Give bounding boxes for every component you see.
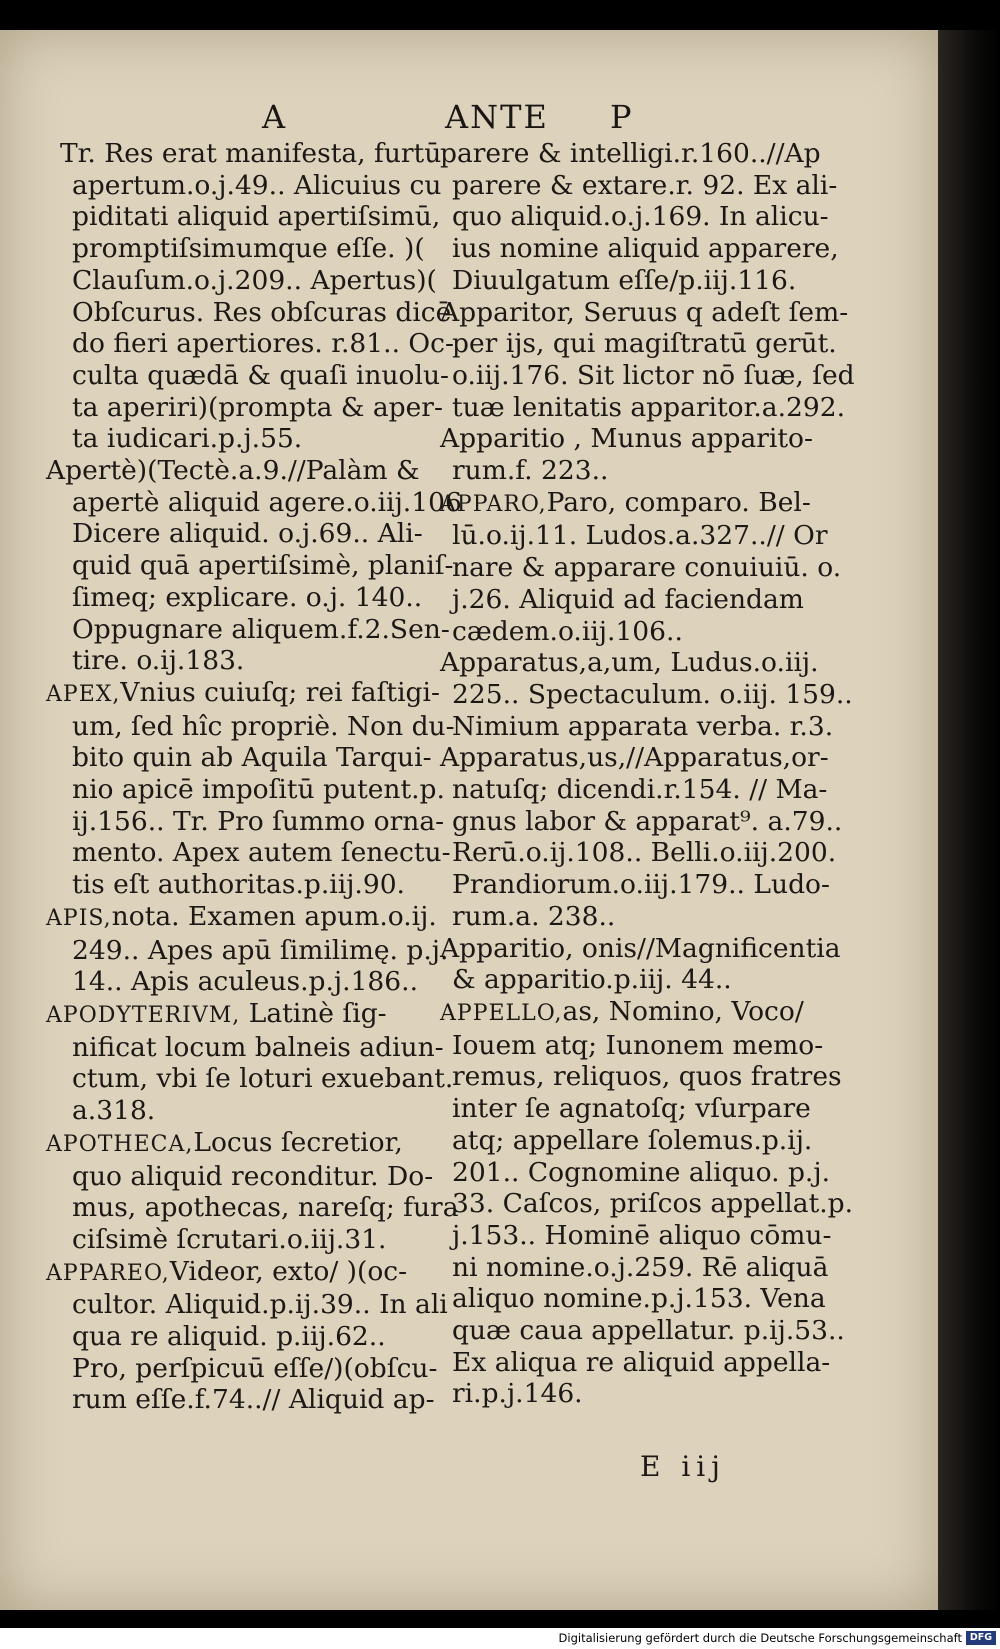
entry-line: ri.p.j.146. — [452, 1378, 583, 1410]
entry-line: rum eſſe.f.74..// Aliquid ap- — [72, 1384, 435, 1416]
entry-first-line: APPARO,Paro, comparo. Bel- — [440, 486, 811, 518]
entry-line: ta aperiri)(prompta & aper- — [72, 391, 443, 423]
entry-headword: APOTHECA, — [46, 1131, 194, 1157]
dictionary-entry — [46, 676, 455, 901]
page-edge-shadow — [938, 30, 1000, 1610]
entry-line: nificat locum balneis adiun- — [72, 1031, 444, 1063]
entry-first-line: APPAREO,Videor, exto/ )(oc- — [46, 1255, 408, 1287]
dfg-logo: DFG — [966, 1631, 996, 1645]
entry-first-line: APPELLO,as, Nomino, Voco/ — [440, 995, 804, 1027]
entry-line: a.318. — [72, 1095, 156, 1127]
signature-mark: E iij — [640, 1450, 726, 1483]
entry-line: mus, apothecas, nareſq; fura — [72, 1192, 459, 1224]
left-column — [46, 138, 462, 1416]
entry-line: tuæ lenitatis apparitor.a.292. — [452, 391, 846, 423]
dictionary-entry — [46, 1126, 459, 1256]
entry-headword: APEX, — [46, 681, 121, 707]
entry-line: ius nomine aliquid apparere, — [452, 233, 839, 265]
entry-line: atq; appellare ſolemus.p.ij. — [452, 1124, 813, 1156]
entry-line: ni nomine.o.j.259. Rē aliquā — [452, 1251, 829, 1283]
entry-headword: APPAREO, — [46, 1260, 170, 1286]
entry-line: tire. o.ij.183. — [72, 645, 245, 677]
entry-line: tis eſt authoritas.p.iij.90. — [72, 869, 405, 901]
dictionary-entry — [46, 997, 454, 1127]
entry-line: quæ caua appellatur. p.ij.53.. — [452, 1315, 845, 1347]
entry-first-line: APODYTERIVM, Latinè ſig- — [46, 997, 387, 1029]
entry-first-line: Apparatus,a,um, Ludus.o.iij. — [440, 647, 819, 679]
entry-line: Nimium apparata verba. r.3. — [452, 710, 834, 742]
entry-line: promptiſsimumque eſſe. )( — [72, 233, 425, 265]
header-left-letter: A — [262, 98, 288, 136]
entry-first-line: Apparatus,us,//Apparatus,or- — [440, 742, 829, 774]
entry-line: 201.. Cognomine aliquo. p.j. — [452, 1156, 830, 1188]
entry-line: 249.. Apes apū ſimilimę. p.j. — [72, 934, 449, 966]
dictionary-entry — [440, 486, 842, 648]
entry-first-line: Apparitio , Munus apparito- — [440, 423, 813, 455]
entry-line: apertè aliquid agere.o.iij.106 — [72, 486, 462, 518]
dictionary-entry — [440, 995, 854, 1410]
entry-line: ctum, vbi ſe loturi exuebant. — [72, 1063, 454, 1095]
entry-line: gnus labor & apparat⁹. a.79.. — [452, 805, 843, 837]
entry-line: ciſsimè ſcrutari.o.iij.31. — [72, 1223, 387, 1255]
entry-line: Obſcurus. Res obſcuras dicē — [72, 296, 452, 328]
entry-line: Rerū.o.ij.108.. Belli.o.iij.200. — [452, 837, 837, 869]
entry-line: do fieri apertiores. r.81.. Oc- — [72, 328, 454, 360]
right-column — [440, 138, 855, 1410]
entry-first-line: parere & intelligi.r.160..//Ap — [440, 138, 821, 169]
entry-line: nare & apparare conuiuiū. o. — [452, 552, 842, 584]
entry-line: 225.. Spectaculum. o.iij. 159.. — [452, 678, 853, 710]
dictionary-entry — [440, 647, 853, 742]
entry-line: cultor. Aliquid.p.ij.39.. In ali — [72, 1289, 448, 1321]
dictionary-entry — [440, 742, 843, 932]
entry-line: piditati aliquid apertiſsimū, — [72, 201, 441, 233]
entry-line: Ex aliqua re aliquid appella- — [452, 1346, 831, 1378]
entry-line: 33. Caſcos, priſcos appellat.p. — [452, 1188, 854, 1220]
entry-line: rum.a. 238.. — [452, 900, 616, 932]
entry-line: per ijs, qui magiſtratū gerūt. — [452, 328, 837, 360]
entry-line: bito quin ab Aquila Tarqui- — [72, 742, 432, 774]
entry-first-line: APOTHECA,Locus ſecretior, — [46, 1126, 403, 1158]
entry-line: remus, reliquos, quos fratres — [452, 1061, 842, 1093]
dictionary-entry — [60, 138, 454, 455]
entry-first-line: APIS,nota. Examen apum.o.ij. — [46, 900, 437, 932]
entry-line: Prandiorum.o.iij.179.. Ludo- — [452, 869, 830, 901]
entry-line: culta quædā & quaſi inuolu- — [72, 359, 449, 391]
entry-line: ij.156.. Tr. Pro ſummo orna- — [72, 805, 445, 837]
entry-first-line: Apparitio, onis//Magnificentia — [440, 932, 841, 964]
entry-line: ſimeq; explicare. o.j. 140.. — [72, 581, 423, 613]
entry-line: mento. Apex autem ſenectu- — [72, 837, 451, 869]
entry-line: Clauſum.o.j.209.. Apertus)( — [72, 264, 437, 296]
entry-line: 14.. Apis aculeus.p.j.186.. — [72, 966, 419, 998]
header-right-letter: P — [610, 98, 634, 136]
entry-line: Dicere aliquid. o.j.69.. Ali- — [72, 518, 423, 550]
entry-headword: APPARO, — [440, 491, 547, 517]
entry-line: & apparitio.p.iij. 44.. — [452, 964, 732, 996]
entry-first-line: Tr. Res erat manifesta, furtū — [60, 138, 442, 169]
entry-line: lū.o.ij.11. Ludos.a.327..// Or — [452, 520, 828, 552]
dictionary-entry — [46, 900, 449, 998]
entry-line: o.iij.176. Sit lictor nō ſuæ, ſed — [452, 359, 855, 391]
dictionary-entry — [440, 423, 835, 486]
dictionary-entry — [440, 138, 839, 297]
entry-line: um, ſed hîc propriè. Non du- — [72, 710, 455, 742]
entry-line: j.153.. Hominē aliquo cōmu- — [452, 1219, 832, 1251]
entry-line: natuſq; dicendi.r.154. // Ma- — [452, 774, 828, 806]
entry-headword: APIS, — [46, 905, 112, 931]
entry-line: quo aliquid reconditur. Do- — [72, 1160, 434, 1192]
entry-line: quo aliquid.o.j.169. In alicu- — [452, 201, 829, 233]
entry-line: Iouem atq; Iunonem memo- — [452, 1029, 824, 1061]
dictionary-entry — [46, 1255, 448, 1417]
entry-headword: APPELLO, — [440, 1000, 563, 1026]
entry-first-line: Apertè)(Tectè.a.9.//Palàm & — [46, 455, 420, 487]
entry-line: rum.f. 223.. — [452, 455, 609, 487]
entry-first-line: APEX,Vnius cuiuſq; rei faſtigi- — [46, 676, 440, 708]
entry-line: parere & extare.r. 92. Ex ali- — [452, 169, 838, 201]
entry-line: Pro, perſpicuū eſſe/)(obſcu- — [72, 1352, 438, 1384]
entry-line: Diuulgatum eſſe/p.iij.116. — [452, 264, 797, 296]
dictionary-entry — [440, 296, 855, 424]
running-header — [0, 80, 938, 140]
footer-credit-text: Digitalisierung gefördert durch die Deutsche Forschungsgemeinschaft — [558, 1631, 962, 1645]
entry-line: ta iudicari.p.j.55. — [72, 423, 303, 455]
digitization-footer — [0, 1628, 1000, 1649]
entry-headword: APODYTERIVM, — [46, 1002, 241, 1028]
header-center-word: ANTE — [445, 98, 549, 136]
entry-line: aliquo nomine.p.j.153. Vena — [452, 1283, 826, 1315]
entry-first-line: Apparitor, Seruus q adeſt ſem- — [440, 296, 849, 328]
entry-line: quid quā apertiſsimè, planiſ- — [72, 550, 454, 582]
entry-line: nio apicē impoſitū putent.p. — [72, 774, 445, 806]
entry-line: apertum.o.j.49.. Alicuius cu — [72, 169, 442, 201]
dictionary-entry — [440, 932, 841, 996]
entry-line: qua re aliquid. p.iij.62.. — [72, 1321, 386, 1353]
entry-line: cædem.o.iij.106.. — [452, 615, 683, 647]
entry-line: inter ſe agnatoſq; vſurpare — [452, 1093, 811, 1125]
dictionary-entry — [46, 455, 462, 677]
entry-line: Oppugnare aliquem.f.2.Sen- — [72, 613, 450, 645]
entry-line: j.26. Aliquid ad faciendam — [452, 583, 804, 615]
